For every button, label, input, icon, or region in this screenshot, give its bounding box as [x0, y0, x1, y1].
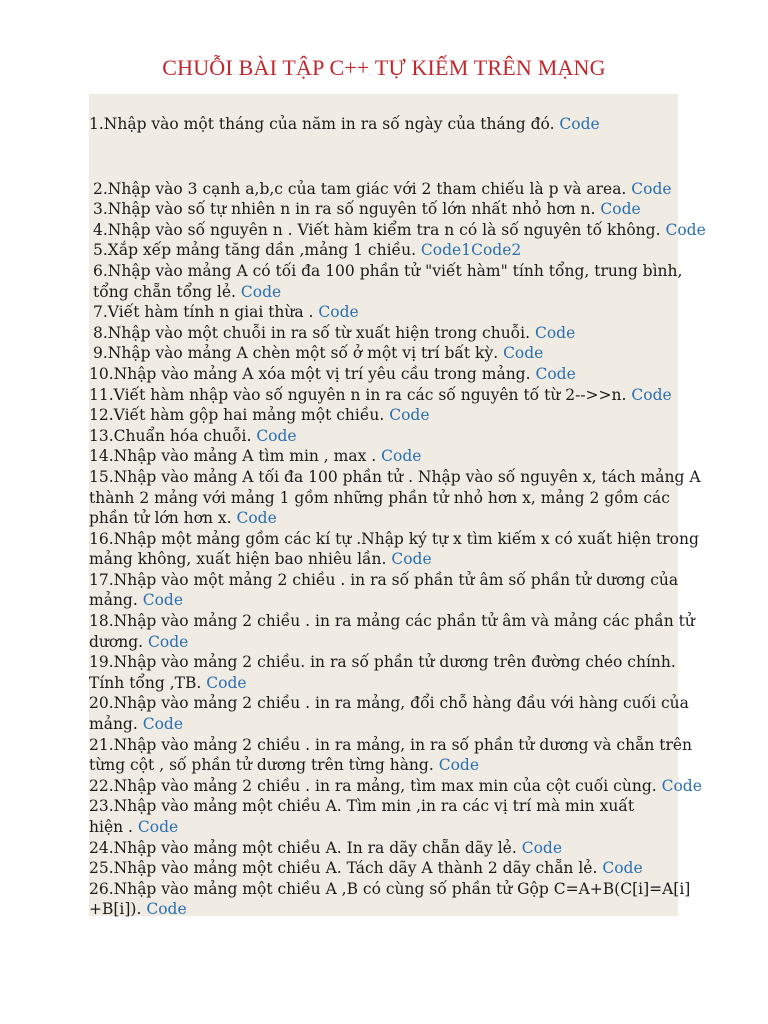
exercise-item — [89, 735, 693, 776]
code-link[interactable]: Code — [503, 344, 544, 363]
exercise-text: dương. — [89, 632, 148, 651]
exercise-text: thành 2 mảng với mảng 1 gồm những phần tử nhỏ hơn x, mảng 2 gồm các — [89, 488, 670, 507]
exercise-text: 25.Nhập vào mảng một chiều A. Tách dãy A thành 2 dãy chẵn lẻ. — [89, 859, 603, 878]
code-link[interactable]: Code — [206, 673, 247, 692]
exercise-text: 1.Nhập vào một tháng của năm in ra số ngày của tháng đó. — [89, 115, 560, 133]
code-link[interactable]: Code — [389, 406, 430, 425]
exercise-text: Tính tổng ,TB. — [89, 673, 207, 692]
code-link[interactable]: Code — [256, 426, 297, 445]
exercise-text: 15.Nhập vào mảng A tối đa 100 phần tử . Nhập vào số nguyên x, tách mảng A — [89, 467, 701, 486]
exercise-item — [89, 838, 671, 859]
code-link[interactable]: Code — [142, 591, 183, 610]
code-link[interactable]: Code — [391, 550, 432, 569]
exercise-text: 21.Nhập vào mảng 2 chiều . in ra mảng, in ra số phần tử dương và chẵn trên — [89, 735, 693, 754]
exercise-item — [89, 302, 671, 323]
code-link[interactable]: Code — [521, 838, 563, 857]
exercise-text: 26.Nhập vào mảng một chiều A ,B có cùng số phần tử Gộp C=A+B(C[i]=A[i] — [89, 879, 691, 898]
page-title: CHUỖI BÀI TẬP C++ TỰ KIẾM TRÊN MẠNG — [162, 55, 606, 80]
exercise-item — [89, 693, 689, 734]
exercise-item — [89, 446, 671, 467]
code-link[interactable]: Code — [602, 859, 643, 878]
exercise-item — [89, 220, 706, 241]
exercise-text: hiện . — [89, 818, 138, 836]
exercise-text: 14.Nhập vào mảng A tìm min , max . — [89, 447, 382, 466]
exercise-text: +B[i]). — [89, 900, 147, 919]
exercise-list — [89, 114, 706, 920]
exercise-text: 2.Nhập vào 3 cạnh a,b,c của tam giác với 2 tham chiếu là p và area. — [93, 179, 632, 198]
exercise-item — [89, 405, 671, 426]
code-link[interactable]: Code — [661, 776, 702, 795]
exercise-item — [89, 467, 701, 529]
exercise-text: 17.Nhập vào một mảng 2 chiều . in ra số phần tử âm số phần tử dương của — [89, 570, 679, 589]
exercise-item — [89, 385, 671, 406]
exercise-item — [89, 343, 671, 364]
exercise-item — [89, 240, 671, 261]
code-link[interactable]: Code — [240, 282, 282, 301]
exercise-item — [89, 879, 691, 920]
code-link[interactable]: Code — [236, 509, 277, 528]
exercise-text: 13.Chuẩn hóa chuỗi. — [89, 426, 257, 445]
code-link[interactable]: Code — [146, 900, 187, 919]
exercise-text: 24.Nhập vào mảng một chiều A. In ra dãy chẵn dãy lẻ. — [89, 838, 522, 857]
code-link[interactable]: Code — [600, 200, 641, 219]
exercise-text: 23.Nhập vào mảng một chiều A. Tìm min ,in ra các vị trí mà min xuất — [89, 797, 635, 816]
exercise-item — [89, 364, 671, 385]
code-link[interactable]: Code — [535, 364, 576, 383]
exercise-item — [89, 114, 671, 135]
exercise-text: 20.Nhập vào mảng 2 chiều . in ra mảng, đổi chỗ hàng đầu với hàng cuối của — [89, 694, 689, 713]
exercise-text: phần tử lớn hơn x. — [89, 509, 237, 528]
code-link[interactable]: Code2 — [471, 241, 522, 260]
exercise-text: 18.Nhập vào mảng 2 chiều . in ra mảng các phần tử âm và mảng các phần tử — [89, 612, 695, 631]
code-link[interactable]: Code — [318, 303, 359, 322]
exercise-text: 5.Xắp xếp mảng tăng dần ,mảng 1 chiều. — [93, 241, 421, 260]
exercise-text: 19.Nhập vào mảng 2 chiều. in ra số phần tử dương trên đường chéo chính. — [89, 653, 676, 672]
code-link[interactable]: Code — [148, 632, 189, 651]
code-link[interactable]: Code — [559, 115, 600, 133]
exercise-text: mảng không, xuất hiện bao nhiêu lần. — [89, 550, 392, 569]
exercise-text: 6.Nhập vào mảng A có tối đa 100 phần tử "viết hàm" tính tổng, trung bình, — [93, 261, 683, 280]
exercise-text: 22.Nhập vào mảng 2 chiều . in ra mảng, tìm max min của cột cuối cùng. — [89, 776, 662, 795]
exercise-item — [89, 323, 671, 344]
code-link[interactable]: Code — [534, 323, 576, 342]
exercise-text: 9.Nhập vào mảng A chèn một số ở một vị trí bất kỳ. — [93, 344, 504, 363]
exercise-text: mảng. — [89, 591, 143, 610]
exercise-text: tổng chẵn tổng lẻ. — [93, 282, 241, 301]
exercise-text: 7.Viết hàm tính n giai thừa . — [93, 303, 319, 322]
exercise-item — [89, 796, 671, 837]
code-link[interactable]: Code — [665, 220, 706, 239]
exercise-item — [89, 261, 683, 302]
exercise-text: mảng. — [89, 715, 143, 734]
code-link[interactable]: Code — [631, 385, 672, 404]
code-link[interactable]: Code — [142, 715, 183, 734]
code-link[interactable]: Code1 — [420, 241, 472, 260]
code-link[interactable]: Code — [137, 818, 179, 836]
exercise-item — [89, 529, 699, 570]
exercise-text: từng cột , số phần tử dương trên từng hàng. — [89, 756, 439, 775]
exercise-text: 12.Viết hàm gộp hai mảng một chiều. — [89, 406, 390, 425]
exercise-text: 8.Nhập vào một chuỗi in ra số từ xuất hiện trong chuỗi. — [93, 323, 535, 342]
exercise-item — [89, 776, 702, 797]
exercise-item — [89, 858, 671, 879]
exercise-text: 16.Nhập một mảng gồm các kí tự .Nhập ký tự x tìm kiếm x có xuất hiện trong — [89, 529, 699, 548]
code-link[interactable]: Code — [438, 756, 479, 775]
exercise-item — [89, 199, 671, 220]
exercise-item — [89, 426, 671, 447]
exercise-text: 10.Nhập vào mảng A xóa một vị trí yêu cầu trong mảng. — [89, 364, 536, 383]
code-link[interactable]: Code — [381, 447, 422, 466]
exercise-item — [89, 611, 695, 652]
exercise-text: 4.Nhập vào số nguyên n . Viết hàm kiểm tra n có là số nguyên tố không. — [93, 220, 666, 239]
code-link[interactable]: Code — [631, 179, 672, 198]
exercise-item — [89, 179, 671, 200]
exercise-item — [89, 652, 676, 693]
exercise-text: 11.Viết hàm nhập vào số nguyên n in ra các số nguyên tố từ 2-->>n. — [89, 385, 632, 404]
exercise-item — [89, 570, 679, 611]
exercise-text: 3.Nhập vào số tự nhiên n in ra số nguyên tố lớn nhất nhỏ hơn n. — [93, 200, 601, 219]
